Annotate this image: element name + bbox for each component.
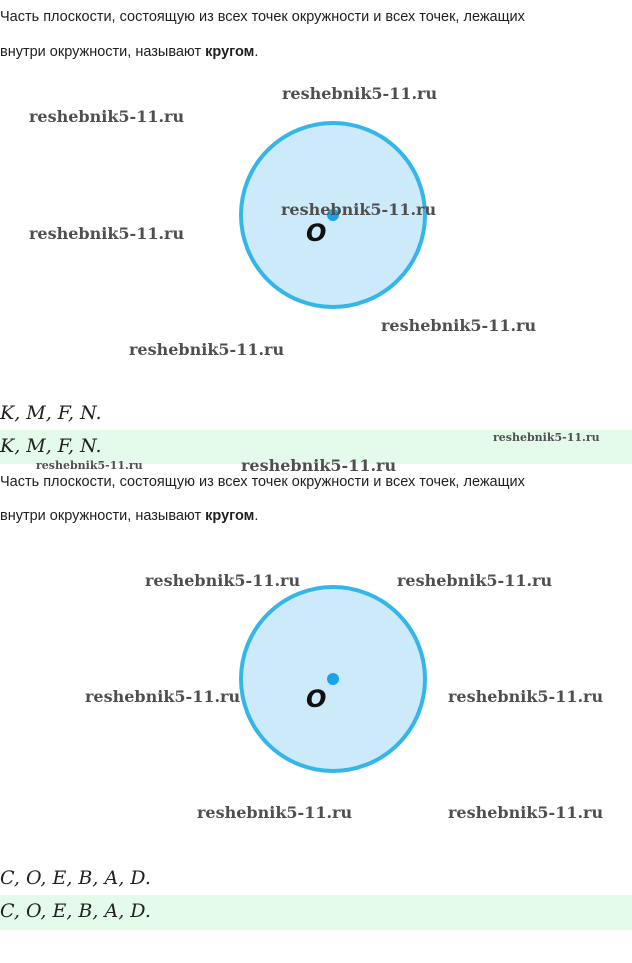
watermark: reshebnik5-11.ru — [197, 803, 353, 822]
definition-text: внутри окружности, называют — [0, 44, 206, 60]
watermark: reshebnik5-11.ru — [282, 84, 438, 103]
watermark: reshebnik5-11.ru — [281, 200, 437, 219]
points-list: C, O, E, B, A, D. — [0, 867, 151, 889]
definition-term: кругом — [205, 508, 255, 524]
definition-period: . — [254, 44, 259, 60]
center-label: O — [306, 219, 327, 247]
definition-text: внутри окружности, называют — [0, 508, 206, 524]
definition-period: . — [254, 508, 259, 524]
circle-figure-1 — [0, 80, 632, 380]
definition-line-1: Часть плоскости, состоящую из всех точек окружности и всех точек, лежащих — [0, 9, 525, 25]
watermark: reshebnik5-11.ru — [29, 107, 185, 126]
definition-line-2 — [0, 42, 632, 62]
watermark: reshebnik5-11.ru — [448, 803, 604, 822]
definition-term: кругом — [205, 44, 255, 60]
watermark: reshebnik5-11.ru — [241, 456, 397, 475]
definition-line-2 — [0, 506, 632, 526]
points-list: K, M, F, N. — [0, 402, 102, 424]
answer-box — [0, 895, 632, 930]
answer-text: C, O, E, B, A, D. — [0, 900, 151, 922]
circle-figure-2 — [0, 560, 632, 850]
answer-text: K, M, F, N. — [0, 435, 102, 457]
watermark: reshebnik5-11.ru — [381, 316, 537, 335]
center-label: O — [306, 685, 327, 713]
watermark: reshebnik5-11.ru — [448, 687, 604, 706]
watermark: reshebnik5-11.ru — [36, 459, 143, 472]
watermark: reshebnik5-11.ru — [397, 571, 553, 590]
center-point — [327, 673, 339, 685]
watermark: reshebnik5-11.ru — [145, 571, 301, 590]
definition-line-1: Часть плоскости, состоящую из всех точек окружности и всех точек, лежащих — [0, 474, 525, 490]
watermark: reshebnik5-11.ru — [85, 687, 241, 706]
watermark: reshebnik5-11.ru — [493, 431, 600, 444]
watermark: reshebnik5-11.ru — [129, 340, 285, 359]
watermark: reshebnik5-11.ru — [29, 224, 185, 243]
